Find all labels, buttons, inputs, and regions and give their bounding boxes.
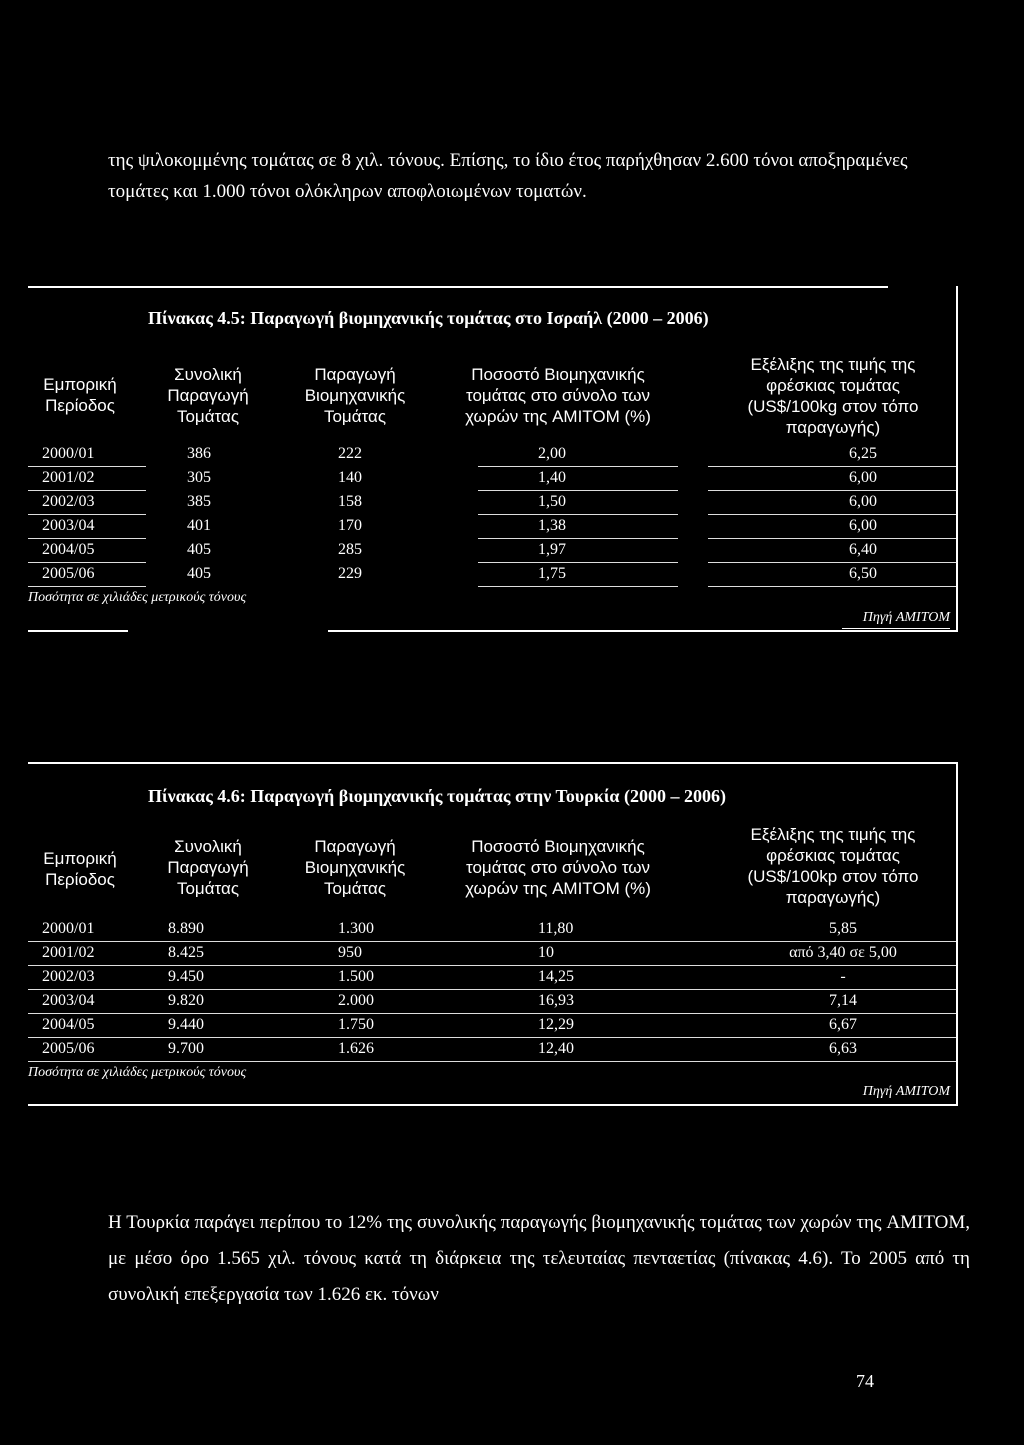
table-row <box>28 539 956 563</box>
table-note: Ποσότητα σε χιλιάδες μετρικούς τόνους <box>28 1065 247 1080</box>
cell-period: 2004/05 <box>42 541 95 558</box>
cell-share: 11,80 <box>538 920 574 937</box>
header-industrial-production: Παραγωγή Βιομηχανικής Τομάτας <box>304 837 406 898</box>
header-share-percent: Ποσοστό Βιομηχανικής τομάτας στο σύνολο των χωρών της AMITOM (%) <box>465 365 651 426</box>
page-number: 74 <box>856 1371 874 1391</box>
cell-total: 8.425 <box>168 944 204 961</box>
cell-industrial: 950 <box>338 944 362 961</box>
cell-industrial: 1.750 <box>338 1016 374 1033</box>
header-price-evolution: Εξέλιξης της τιμής της φρέσκιας τομάτας (US$/100kg στον τόπο παραγωγής) <box>747 355 919 437</box>
table-source: Πηγή AMITOM <box>862 1084 950 1099</box>
cell-price: 6,63 <box>829 1040 857 1057</box>
cell-share: 1,38 <box>538 517 566 534</box>
table-bottom-rule <box>28 1104 958 1106</box>
table-source: Πηγή AMITOM <box>862 610 950 625</box>
row-divider <box>708 586 956 587</box>
table-israel <box>28 286 958 632</box>
table-caption: Πίνακας 4.5: Παραγωγή βιομηχανικής τομάτας στο Ισραήλ (2000 – 2006) <box>148 308 709 328</box>
cell-total: 386 <box>187 445 211 462</box>
cell-total: 8.890 <box>168 920 204 937</box>
table-bottom-rule-left <box>28 630 128 632</box>
cell-period: 2005/06 <box>42 565 95 582</box>
cell-total: 385 <box>187 493 211 510</box>
cell-price: 6,40 <box>849 541 877 558</box>
cell-total: 405 <box>187 565 211 582</box>
cell-industrial: 1.500 <box>338 968 374 985</box>
cell-total: 9.440 <box>168 1016 204 1033</box>
table-right-rule <box>956 286 958 632</box>
cell-share: 16,93 <box>538 992 574 1009</box>
cell-period: 2004/05 <box>42 1016 95 1033</box>
cell-share: 14,25 <box>538 968 574 985</box>
source-underline <box>842 628 950 629</box>
intro-paragraph: της ψιλοκομμένης τομάτας σε 8 χιλ. τόνους. Επίσης, το ίδιο έτος παρήχθησαν 2.600 τόνοι αποξηραμένες τομάτες και 1.000 τόνοι ολόκληρων αποφλοιωμένων τοματών. <box>108 150 908 202</box>
cell-price: 5,85 <box>829 920 857 937</box>
cell-total: 405 <box>187 541 211 558</box>
table-row <box>28 515 956 539</box>
cell-price: 6,00 <box>849 469 877 486</box>
cell-period: 2002/03 <box>42 493 95 510</box>
cell-total: 9.700 <box>168 1040 204 1057</box>
cell-period: 2001/02 <box>42 944 95 961</box>
cell-share: 1,50 <box>538 493 566 510</box>
cell-industrial: 1.626 <box>338 1040 374 1057</box>
cell-share: 10 <box>538 944 554 961</box>
row-divider <box>28 586 146 587</box>
cell-period: 2003/04 <box>42 992 95 1009</box>
table-row <box>28 918 956 942</box>
table-row <box>28 1014 956 1038</box>
table-turkey <box>28 762 958 1106</box>
row-divider <box>478 586 678 587</box>
cell-total: 9.450 <box>168 968 204 985</box>
cell-period: 2001/02 <box>42 469 95 486</box>
table-note: Ποσότητα σε χιλιάδες μετρικούς τόνους <box>28 590 247 605</box>
cell-price: - <box>840 968 846 985</box>
cell-share: 2,00 <box>538 445 566 462</box>
header-industrial-production: Παραγωγή Βιομηχανικής Τομάτας <box>304 365 406 426</box>
table-row <box>28 563 956 587</box>
cell-price: 7,14 <box>829 992 857 1009</box>
cell-share: 1,75 <box>538 565 566 582</box>
cell-price: 6,00 <box>849 517 877 534</box>
cell-industrial: 229 <box>338 565 362 582</box>
header-period: Εμπορική Περίοδος <box>43 375 117 415</box>
table-caption: Πίνακας 4.6: Παραγωγή βιομηχανικής τομάτας στην Τουρκία (2000 – 2006) <box>148 786 726 806</box>
cell-share: 1,97 <box>538 541 566 558</box>
table-row <box>28 443 956 467</box>
cell-industrial: 1.300 <box>338 920 374 937</box>
cell-share: 1,40 <box>538 469 566 486</box>
table-row <box>28 1038 956 1062</box>
cell-share: 12,40 <box>538 1040 574 1057</box>
body-paragraph: Η Τουρκία παράγει περίπου το 12% της συνολικής παραγωγής βιομηχανικής τομάτας των χωρών της AMITOM, με μέσο όρο 1.565 χιλ. τόνους κατά τη διάρκεια της τελευταίας πενταετίας (πίνακας 4.6). Το 2005 από τη συνολική επεξεργασία των 1.626 εκ. τόνων <box>108 1212 970 1305</box>
header-total-production: Συνολική Παραγωγή Τομάτας <box>167 365 249 426</box>
cell-period: 2005/06 <box>42 1040 95 1057</box>
table-row <box>28 966 956 990</box>
table-row <box>28 491 956 515</box>
cell-price: 6,25 <box>849 445 877 462</box>
row-divider <box>28 1061 956 1062</box>
table-row <box>28 467 956 491</box>
table-top-rule <box>28 286 888 288</box>
cell-total: 305 <box>187 469 211 486</box>
table-row <box>28 942 956 966</box>
cell-industrial: 170 <box>338 517 362 534</box>
cell-industrial: 2.000 <box>338 992 374 1009</box>
cell-price: 6,67 <box>829 1016 857 1033</box>
cell-price: από 3,40 σε 5,00 <box>789 944 897 961</box>
cell-industrial: 140 <box>338 469 362 486</box>
table-top-rule <box>28 762 958 764</box>
cell-price: 6,00 <box>849 493 877 510</box>
table-row <box>28 990 956 1014</box>
cell-industrial: 285 <box>338 541 362 558</box>
cell-share: 12,29 <box>538 1016 574 1033</box>
header-share-percent: Ποσοστό Βιομηχανικής τομάτας στο σύνολο των χωρών της AMITOM (%) <box>465 837 651 898</box>
header-price-evolution: Εξέλιξης της τιμής της φρέσκιας τομάτας (US$/100kp στον τόπο παραγωγής) <box>747 825 919 907</box>
cell-period: 2000/01 <box>42 920 95 937</box>
cell-total: 401 <box>187 517 211 534</box>
cell-period: 2002/03 <box>42 968 95 985</box>
cell-industrial: 158 <box>338 493 362 510</box>
cell-industrial: 222 <box>338 445 362 462</box>
table-bottom-rule-right <box>328 630 958 632</box>
header-period: Εμπορική Περίοδος <box>43 849 117 889</box>
cell-total: 9.820 <box>168 992 204 1009</box>
header-total-production: Συνολική Παραγωγή Τομάτας <box>167 837 249 898</box>
cell-period: 2000/01 <box>42 445 95 462</box>
table-right-rule <box>956 762 958 1106</box>
cell-period: 2003/04 <box>42 517 95 534</box>
cell-price: 6,50 <box>849 565 877 582</box>
